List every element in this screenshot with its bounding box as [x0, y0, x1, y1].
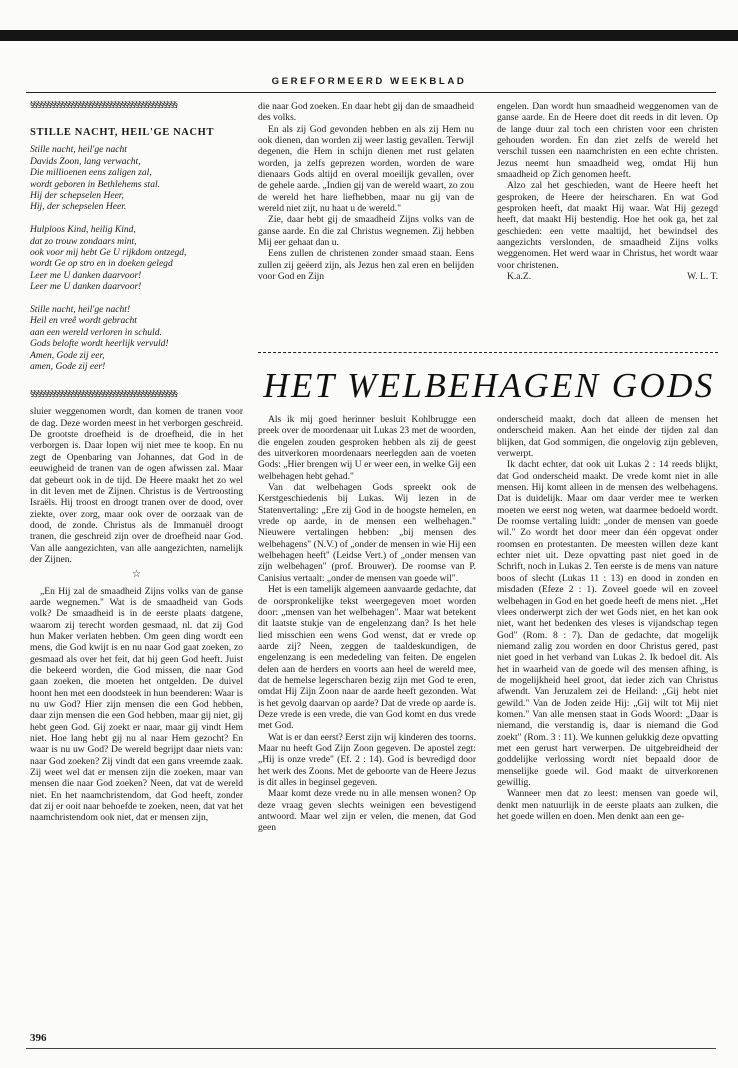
article-column-1	[258, 414, 476, 834]
poem-line: wordt geboren in Bethlehems stal.	[30, 178, 161, 190]
right-paragraphs	[497, 101, 718, 271]
middle-paragraph: Eens zullen de christenen zonder smaad staan. Eens zullen zij geëerd zijn, als Jezus hen zal eren en belijden voor God en Zijn	[258, 248, 474, 283]
poem-line: Stille nacht, heil'ge nacht!	[30, 304, 131, 315]
poem-title: STILLE NACHT, HEIL'GE NACHT	[30, 127, 215, 138]
article-paragraph: Het is een tamelijk algemeen aanvaarde gedachte, dat de oorspronkelijke tekst weergegeven moet worden door: „mensen van het welbehagen". Maar wat betekent dit laatste stukje van de engelenzang dan? Is het hele lied misschien een wens God wenst, dat er vrede op aarde zij? Neen, zeggen de taaldeskundigen, de engelenzang is een mededeling van feiten. De engelen delen aan de herders en voorts aan heel de wereld mee, dat de hemelse legerscharen bezig zijn met God te eren, omdat Hij Zijn Zoon naar de aarde heeft gezonden. Wat is het gevolg daarvan op aarde? Dat de vrede op aarde is. Deze vrede is een vrede, die van God komt en dus vrede met God.	[258, 584, 476, 732]
stanza-gap	[30, 293, 243, 304]
poem-line: Hij, der schepselen Heer.	[30, 201, 127, 213]
masthead: GEREFORMEERD WEEKBLAD	[271, 76, 467, 87]
right-paragraph: engelen. Dan wordt hun smaadheid weggenomen van de ganse aarde. En de Heere doet dit reeds in dit leven. Op de lange duur zal toch een christen voor een christen gehouden worden. En dan ziet zelfs de wereld het verschil tussen een naamchristen en een echte christen. Jezus neemt hun smaadheid weg, omdat Hij hun smaadheid op Zich genomen heeft.	[497, 101, 718, 181]
stanza-gap	[30, 213, 243, 224]
poem-line: ook voor mij hebt Ge U rijkdom ontzegd,	[30, 246, 187, 258]
poem-line: Leer me U danken daarvoor!	[30, 281, 142, 293]
left-paragraphs-a	[30, 406, 243, 565]
poem-line: wordt Ge op stro en in doeken gelegd	[30, 258, 173, 270]
poem-line: aan een wereld verloren in schuld.	[30, 326, 162, 338]
left-column	[30, 101, 243, 824]
article-paragraph: Wanneer men dat zo leest: mensen van goede wil, denkt men natuurlijk in de eerste plaats aan zulken, die het goede willen en doen. Men denkt aan een ge-	[497, 788, 718, 823]
poem-line: Hij der schepselen Heer,	[30, 189, 124, 201]
signature-left: K.a.Z.	[507, 271, 532, 283]
article-title: HET WELBEHAGEN GODS	[263, 366, 715, 405]
left-paragraph: sluier weggenomen wordt, dan komen de tranen voor de dag. Deze worden meest in het verborgen geschreid. De grootste droefheid is de droefheid, die in het verborgen is. Daar lopen wij niet mee te koop. En nu zegt de Openbaring van Johannes, dat God in de eeuwigheid de tranen van de ogen afwissen zal. Maar dat gebeurt ook in de tijd. De Heere maakt het zo wel in dit leven met de Zijnen. Christus is de Vertroosting Israëls. Hij troost en droogt tranen over de dood, over ziekte, over zorg, maar ook over de oorzaak van de dood, de zonde. Christus als de Immanuël droogt tranen, die geschreid zijn over de droefheid naar God. Van alle aangezichten, van alle aangezichten, namelijk der Zijnen.	[30, 406, 243, 565]
poem-line: Gods belofte wordt heerlijk vervuld!	[30, 338, 169, 350]
page-number: 396	[30, 1032, 47, 1044]
article-column-2	[497, 414, 718, 822]
poem-line: Heil en vreê wordt gebracht	[30, 315, 137, 327]
article-paragraph: Van dat welbehagen Gods spreekt ook de Kerstgeschiedenis bij Lukas. Wij lezen in de Statenvertaling: „Ere zij God in de hoogste hemelen, en vrede op aarde, in de mensen een welbehagen." Nieuwere vertalingen hebben: „bij mensen des welbehagens" (N.V.) of „onder de mensen in wie Hij een welbehagen heeft" (Leidse Vert.) of „onder mensen van zijn welbehagen" (prof. Brouwer). De roomse van P. Canisius vertaalt: „onder de mensen van goede wil".	[258, 482, 476, 584]
poem	[30, 144, 243, 372]
middle-paragraph: En als zij God gevonden hebben en als zij Hem nu ook dienen, dan worden zij weer lastig gevallen. Terwijl degenen, die Hem in schijn dienen met rust gelaten worden, ja zelfs geprezen worden, worden de ware dienaars Gods altijd en overal moeilijk gevallen, over de gehele aarde. „Indien gij van de wereld waart, zo zou de wereld het hare liefhebben, maar nu gij van de wereld niet zijt, nu haat u de wereld."	[258, 123, 474, 215]
header-rule	[26, 92, 716, 93]
article-paragraph: Wat is er dan eerst? Eerst zijn wij kinderen des toorns. Maar nu heeft God Zijn Zoon gegeven. De apostel zegt: „Hij is onze vrede" (Ef. 2 : 14). God is bevredigd door het werk des Zoons. Met de geboorte van de Heere Jezus is dit alles in beginsel gegeven.	[258, 731, 476, 788]
article-paragraph: Maar komt deze vrede nu in alle mensen wonen? Op deze vraag geven slechts weinigen een bevestigend antwoord. Maar wel zijn er velen, die menen, dat God geen	[258, 788, 476, 834]
poem-line: Davids Zoon, lang verwacht,	[30, 155, 141, 167]
signature-right: W. L. T.	[687, 271, 718, 283]
ornament-border-icon	[30, 101, 243, 109]
signature-line	[497, 271, 718, 282]
poem-line: Stille nacht, heil'ge nacht	[30, 144, 127, 156]
left-paragraph: „En Hij zal de smaadheid Zijns volks van de ganse aarde wegnemen." Wat is de smaadheid van Gods volk? De smaadheid is in de eerste plaats datgene, waarom zij terecht worden gesmaad, nl. dat zij God hun Maker verlaten hebben. Om geen ding wordt een mens, die God kwijt is en nu naar God gaat zoeken, zo gesmaad als over het feit, dat hij geen God heeft. Juist die bekeerd worden, die God missen, die naar God gaan zoeken, die moeten het ontgelden. De duivel hoont hen met een doodsteek in hun beenderen: Waar is nu uw God? Hier zijn mensen die een God hebben, daar zijn mensen die een God hebben, maar gij niet, gij hebt geen God. Gij zoekt er naar, maar gij vindt Hem niet. Hoe lang hebt gij nu al naar Hem gezocht? En waar is nu uw God? De wereld begrijpt daar niets van: naar God zoeken? Zij vindt dat een gans vreemde zaak. Zij weet wel dat er mensen zijn die zoeken, maar van mensen die naar God zoeken? Neen, dat vat de wereld niet. En het naamchristendom, dat God heeft, zonder dat zij er ooit naar behoefde te zoeken, neen, dat vat het naamchristendom ook niet, dat er mensen zijn,	[30, 585, 244, 824]
poem-line: amen, Gode zij eer!	[30, 361, 106, 373]
poem-line: Amen, Gode zij eer,	[30, 349, 105, 361]
middle-paragraph: die naar God zoeken. En daar hebt gij dan de smaadheid des volks.	[258, 101, 474, 124]
poem-line: Die millioenen eens zaligen zal,	[30, 167, 152, 179]
footer-rule	[26, 1048, 716, 1049]
article-paragraph: Als ik mij goed herinner besluit Kohlbrugge een preek over de moordenaar uit Lukas 23 met de woorden, die engelen zouden gesproken hebben als zij de geest des uitverkoren moordenaars neerlegden aan de voeten Gods: „Hier brengen wij U er weer een, in welke Gij een welbehagen hebt gehad."	[258, 414, 476, 482]
section-divider	[258, 352, 718, 353]
article-paragraph: Ik dacht echter, dat ook uit Lukas 2 : 14 reeds blijkt, dat God onderscheid maakt. De vrede komt niet in alle mensen. Hij komt alleen in de mensen des welbehagens. Dat is duidelijk. Maar om daar verder mee te werken moeten we eerst nog weten, wat daarmee bedoeld wordt. De roomse vertaling luidt: „onder de mensen van goede wil." Zo wordt het door meer dan één opgevat onder roomsen en protestanten. De meesten willen deze kant echter niet uit. Deze opvatting past niet goed in de Schrift, noch in Lukas 2. Ten eerste is de mens van nature boos of slecht (Lukas 11 : 13) en dood in zonden en misdaden (Efeze 2 : 1). Zoveel goede wil en zoveel welbehagen in God en het goede heeft de mens niet. „Het vlees onderwerpt zich der wet Gods niet, en het kan ook niet, want het bedenken des vleses is vijandschap tegen God" (Rom. 8 : 7). Dan de gedachte, dat mogelijk niemand zalig zou worden en door Christus gered, past niet goed in het verband van Lukas 2. Ik bedoel dit. Als het in waarheid van de goede wil des mensen afhing, is de mogelijkheid heel groot, dat ieder zich van Christus afwendt. Van Jeruzalem zei de Heiland: „Gij hebt niet gewild." Van de Joden zeide Hij: „Gij wilt tot Mij niet komen." Van alle mensen staat in Gods Woord: „Daar is niemand, die verstandig is, daar is niemand die God zoekt" (Rom. 3 : 11). We kunnen gelukkig deze opvatting met een gerust hart verwerpen. De uitgebreidheid der goddelijke verlossing wordt niet bepaald door de menselijke goede wil. God maakt de uitverkorenen gewillig.	[497, 459, 718, 788]
right-paragraph: Alzo zal het geschieden, want de Heere heeft het gesproken, de Heere der heirscharen. En wat God gesproken heeft, dat maakt Hij waar. Wat Hij gezegd heeft, dat maakt Hij bestendig. Hoe het ook ga, het zal geschieden: een vette maaltijd, het bewindsel des aangezichts verslonden, de smaadheid Zijns volks weggenomen. Het werd waar in Christus, het wordt waar voor christenen.	[497, 180, 718, 271]
left-paragraphs-b	[30, 586, 243, 824]
poem-line: Hulploos Kind, heilig Kind,	[30, 224, 136, 236]
middle-paragraph: Zie, daar hebt gij de smaadheid Zijns volks van de ganse aarde. En die zal Christus wegnemen. Zij hebben Mij eer gehaat dan u.	[258, 214, 474, 249]
poem-line: Leer me U danken daarvoor!	[30, 269, 142, 281]
top-border-bar	[0, 30, 738, 41]
article-paragraph: onderscheid maakt, doch dat alleen de mensen het onderscheid maken. Aan het einde der tijden zal dan blijken, dat God sommigen, die ongelovig zijn gebleven, verwerpt.	[497, 414, 718, 460]
ornament-border-icon	[30, 390, 243, 398]
middle-column	[258, 101, 474, 283]
right-column-top	[497, 101, 718, 283]
star-icon: ☆	[132, 569, 141, 581]
poem-line: dat zo trouw zondaars mint,	[30, 235, 137, 247]
